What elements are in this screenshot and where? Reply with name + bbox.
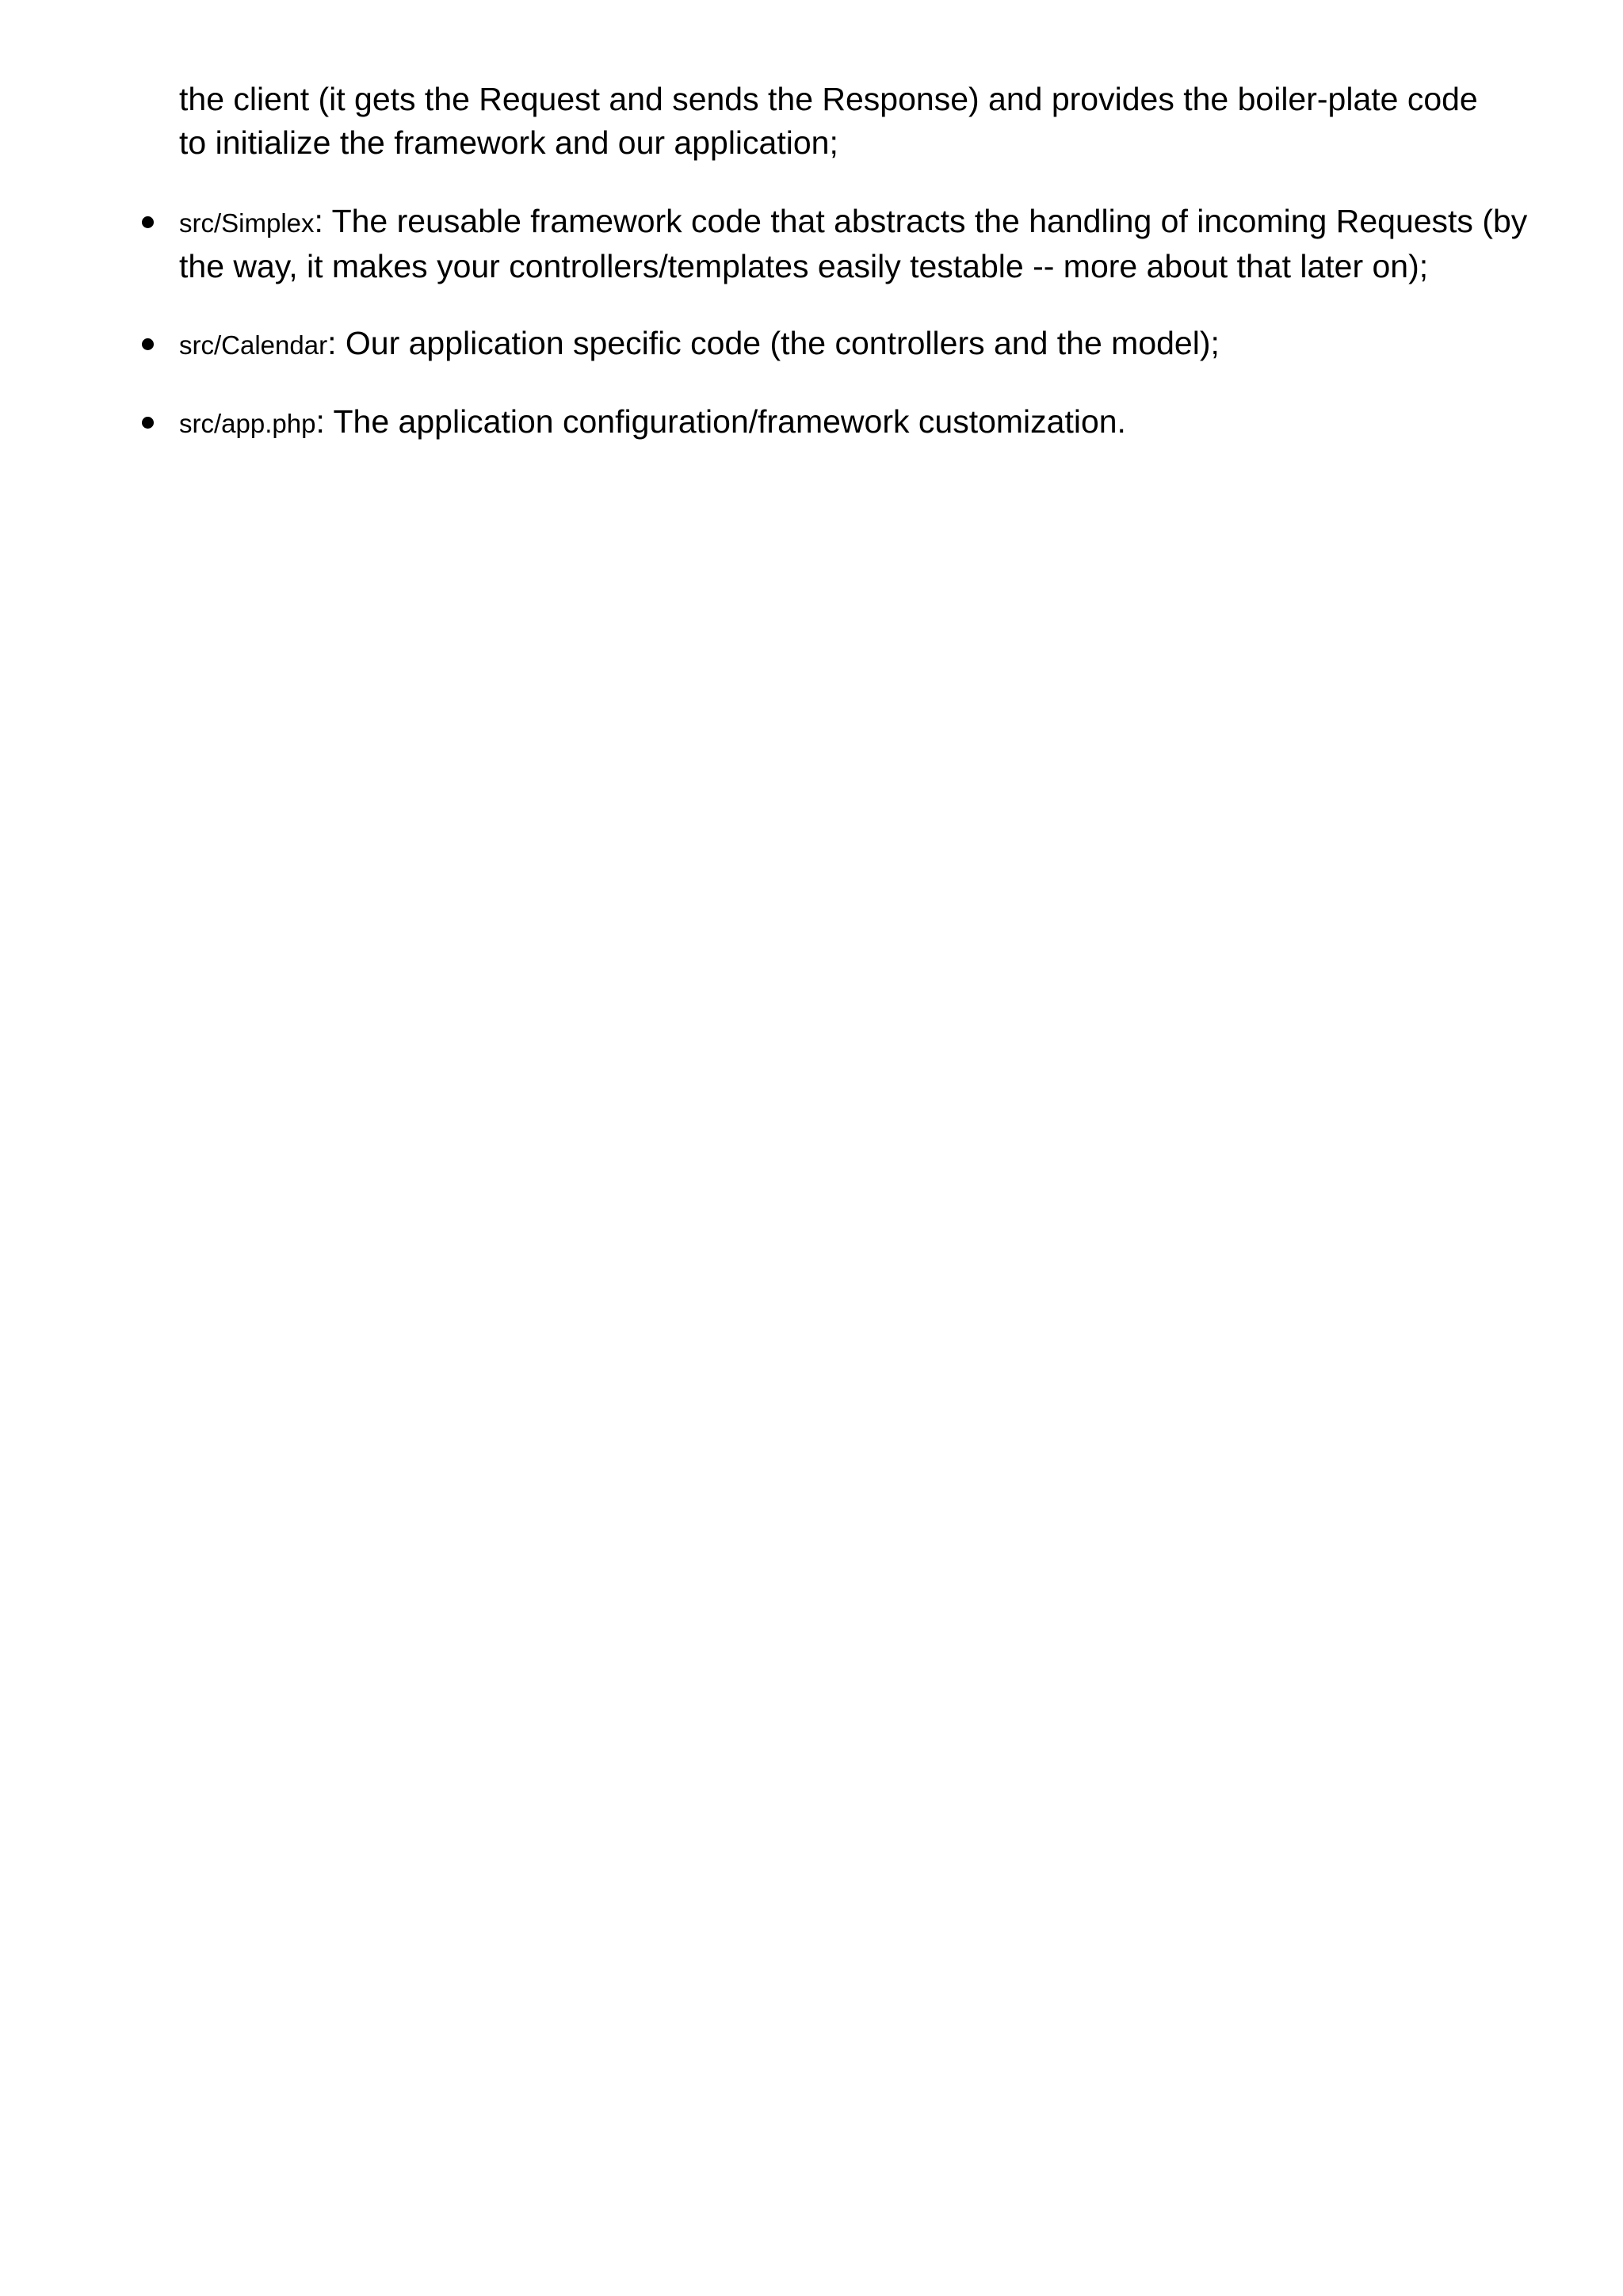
bullet-icon xyxy=(142,216,154,228)
item-description: Our application specific code (the controllers and the model); xyxy=(336,325,1220,361)
path-label: src/app.php xyxy=(179,409,316,438)
item-description: The application configuration/framework customization. xyxy=(324,403,1126,440)
separator: : xyxy=(315,403,325,440)
continuation-line-1: the client (it gets the Request and sends the Response) and provides the boiler-plate code xyxy=(179,81,1478,117)
list-item-app-php xyxy=(139,400,1574,445)
continuation-line-2: to initialize the framework and our application; xyxy=(179,124,838,161)
item-description: The reusable framework code that abstracts the handling of incoming Requests (by the way, it makes your controllers/templates easily testable -- more about that later on); xyxy=(179,203,1528,284)
separator: : xyxy=(327,325,337,361)
continuation-paragraph xyxy=(179,78,1574,165)
path-label: src/Simplex xyxy=(179,208,315,238)
bullet-icon xyxy=(142,338,154,350)
directory-list xyxy=(139,200,1574,479)
list-item-calendar xyxy=(139,322,1574,367)
separator: : xyxy=(314,203,323,239)
list-item-simplex xyxy=(139,200,1574,288)
bullet-icon xyxy=(142,417,154,429)
path-label: src/Calendar xyxy=(179,330,328,360)
